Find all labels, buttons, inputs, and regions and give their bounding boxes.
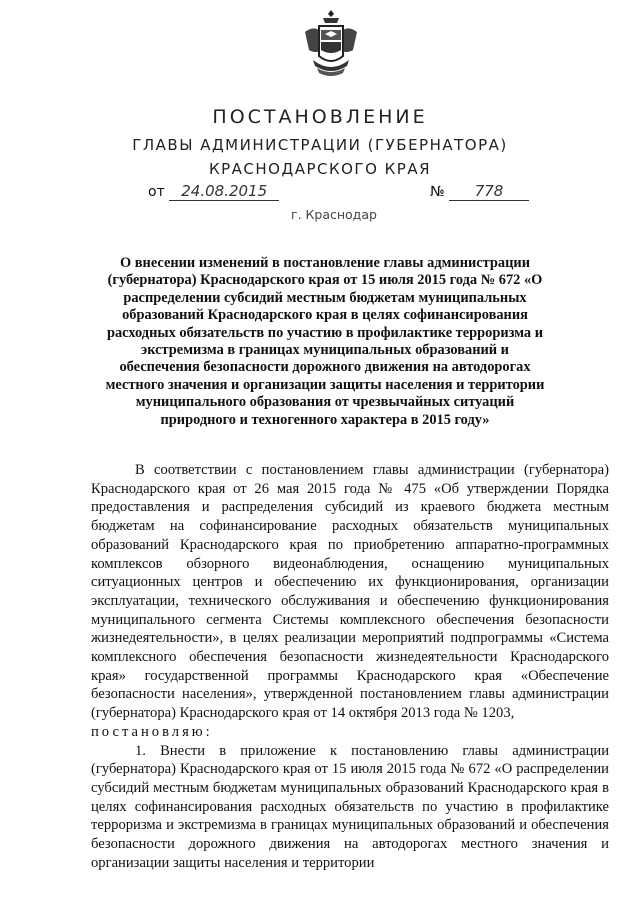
document-body — [91, 461, 609, 872]
document-title: О внесении изменений в постановление главы администрации (губернатора) Краснодарского края от 15 июля 2015 года № 672 «О распределении субсидий местным бюджетам муниципальных образований Краснодарского края в целях софинансирования расходных обязательств по участию в профилактике терроризма и экстремизма в границах муниципальных образований и обеспечения безопасности дорожного движения на автодорогах местного значения и организации защиты населения и территории муниципального образования от чрезвычайных ситуаций природного и техногенного характера в 2015 году» — [105, 255, 545, 428]
doc-type-heading: ПОСТАНОВЛЕНИЕ — [212, 106, 428, 128]
date-row — [148, 182, 279, 201]
date-value: 24.08.2015 — [169, 182, 279, 201]
city-label: г. Краснодар — [291, 207, 377, 222]
paragraph-1: В соответствии с постановлением главы администрации (губернатора) Краснодарского края от 26 мая 2015 года № 475 «Об утверждении Порядка предоставления и распределения субсидий из краевого бюджета местным бюджетам на софинансирование расходных обязательств муниципальных образований Краснодарского края по приобретению аппаратно-программных комплексов обзорного видеонаблюдения, оснащению муниципальных ситуационных центров и обеспечению их функционирования, организации эксплуатации, технического обслуживания и обеспечению функционирования муниципального сегмента Системы комплексного обеспечения безопасности жизнедеятельности», в целях реализации мероприятий подпрограммы «Система комплексного обеспечения безопасности жизнедеятельности Краснодарского края» государственной программы Краснодарского края «Обеспечение безопасности населения», утвержденной постановлением главы администрации (губернатора) Краснодарского края от 14 октября 2013 года № 1203, — [91, 462, 609, 722]
number-label: № — [430, 184, 445, 200]
issuer-heading: ГЛАВЫ АДМИНИСТРАЦИИ (ГУБЕРНАТОРА) — [132, 136, 508, 154]
date-label: от — [148, 184, 165, 200]
decree-word: постановляю: — [91, 723, 213, 740]
number-row — [430, 182, 529, 201]
paragraph-2: 1. Внести в приложение к постановлению главы администрации (губернатора) Краснодарского края от 15 июля 2015 года № 672 «О распределении субсидий местным бюджетам муниципальных образований Краснодарского края в целях софинансирования расходных обязательств по участию в профилактике терроризма и экстремизма в границах муниципальных образований и обеспечения безопасности дорожного движения на автодорогах местного значения и организации защиты населения и территории — [91, 742, 609, 871]
coat-of-arms-icon — [299, 8, 363, 78]
number-value: 778 — [449, 182, 529, 201]
region-heading: КРАСНОДАРСКОГО КРАЯ — [208, 160, 432, 178]
